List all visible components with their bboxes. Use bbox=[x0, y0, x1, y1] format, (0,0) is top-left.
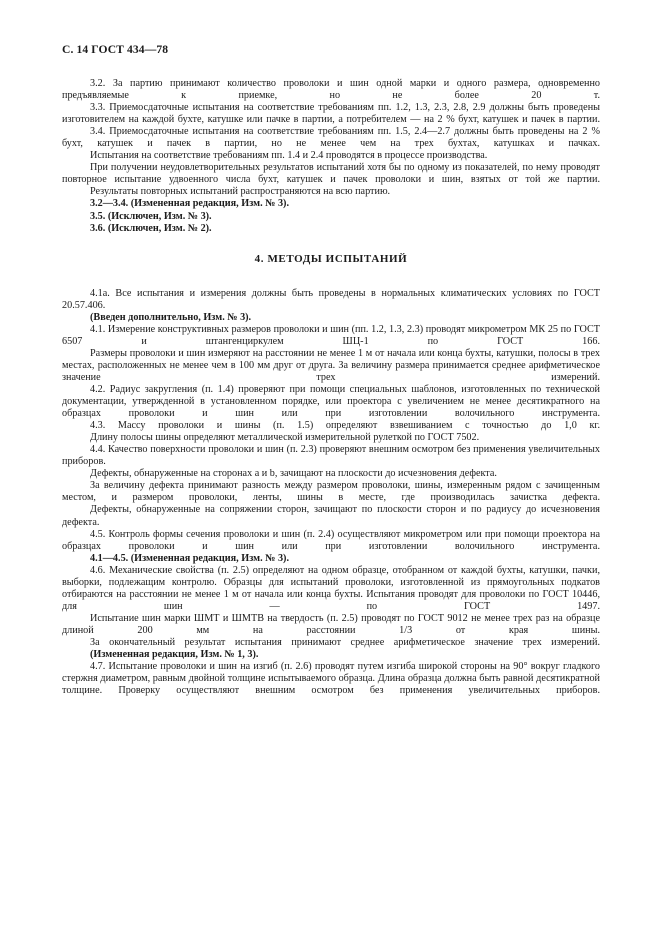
paragraph-4-3-length: Длину полосы шины определяют металлической измерительной рулеткой по ГОСТ 7502. bbox=[90, 432, 480, 444]
amendment-note-3-2-3-4: 3.2—3.4. (Измененная редакция, Изм. № 3). bbox=[90, 198, 289, 210]
paragraph-3-4-note: Испытания на соответствие требованиям пп. 1.4 и 2.4 проводятся в процессе производства. bbox=[90, 150, 488, 162]
amendment-note-4-6: (Измененная редакция, Изм. № 1, 3). bbox=[90, 649, 259, 661]
amendment-note-4-1a: (Введен дополнительно, Изм. № 3). bbox=[90, 311, 252, 323]
amendment-note-4-1-4-5: 4.1—4.5. (Измененная редакция, Изм. № 3). bbox=[90, 552, 289, 564]
paragraph-4-5: 4.5. Контроль формы сечения проволоки и шин (п. 2.4) осуществляют микрометром или при помощи проектора на образцах проволоки и шин или при изготовлении волочильного инструмента. bbox=[62, 528, 600, 552]
paragraph-4-1: 4.1. Измерение конструктивных размеров проволоки и шин (пп. 1.2, 1.3, 2.3) проводят микрометром МК 25 по ГОСТ 6507 и штангенциркулем ШЦ-1 по ГОСТ 166. bbox=[62, 323, 600, 347]
paragraph-3-2: 3.2. За партию принимают количество проволоки и шин одной марки и одного размера, одновременно предъявляемые к приемке, но не более 20 т. bbox=[62, 78, 600, 102]
paragraph-3-3: 3.3. Приемосдаточные испытания на соответствие требованиям пп. 1.2, 1.3, 2.3, 2.8, 2.9 должны быть проведены изготовителем на каждой бухте, катушке или пачке в партии, а потребителем — на 2 % бухт, катушек и пачек в партии. bbox=[62, 102, 600, 126]
paragraph-4-4: 4.4. Качество поверхности проволоки и шин (п. 2.3) проверяют внешним осмотром без применения увеличительных приборов. bbox=[62, 444, 600, 468]
paragraph-4-6: 4.6. Механические свойства (п. 2.5) определяют на одном образце, отобранном от каждой бухты, катушки, пачки, выборки, подлежащим контролю. Образцы для испытаний проволоки, изготовленной из прямоугольных подкатов отбираются на расстоянии не менее 1 м от начала или конца бухты. Испытания проводят для проволоки по ГОСТ 10446, для шин — по ГОСТ 1497. bbox=[62, 564, 600, 612]
paragraph-4-4-defect-size: За величину дефекта принимают разность между размером проволоки, шины, измеренным рядом с зачищенным местом, и размером проволоки, ленты, шины в месте, где производилась зачистка дефекта. bbox=[62, 480, 600, 504]
amendment-note-3-6: 3.6. (Исключен, Изм. № 2). bbox=[90, 222, 212, 234]
section-4-paragraphs bbox=[62, 288, 600, 698]
page-header: С. 14 ГОСТ 434—78 bbox=[62, 43, 169, 56]
paragraph-4-2: 4.2. Радиус закругления (п. 1.4) проверяют при помощи специальных шаблонов, изготовленных по технической документации, утвержденной в установленном порядке, или проектора с увеличением не менее десятикратного на образцах проволоки и шин или при изготовлении волочильного инструмента. bbox=[62, 383, 600, 420]
document-body bbox=[62, 78, 600, 697]
paragraph-4-6-result: За окончательный результат испытания принимают среднее арифметическое значение трех измерений. bbox=[90, 636, 600, 648]
section-title: 4. МЕТОДЫ ИСПЫТАНИЙ bbox=[254, 252, 408, 265]
paragraph-4-3: 4.3. Массу проволоки и шины (п. 1.5) определяют взвешиванием с точностью до 1,0 кг. bbox=[90, 420, 600, 432]
paragraph-4-4-defects-sides: Дефекты, обнаруженные на сторонах a и b, зачищают на плоскости до исчезновения дефекта. bbox=[90, 468, 497, 480]
paragraph-4-7: 4.7. Испытание проволоки и шин на изгиб (п. 2.6) проводят путем изгиба широкой стороны на 90° вокруг гладкого стержня диаметром, равным двойной толщине испытываемого образца. Длина образца должна быть равной десятикратной толщине. Проверку осуществляют внешним осмотром без применения увеличительных приборов. bbox=[62, 661, 600, 697]
paragraph-4-1a: 4.1а. Все испытания и измерения должны быть проведены в нормальных климатических условиях по ГОСТ 20.57.406. bbox=[62, 287, 600, 311]
section-3-paragraphs bbox=[62, 78, 600, 235]
paragraph-3-4: 3.4. Приемосдаточные испытания на соответствие требованиям пп. 1.5, 2.4—2.7 должны быть проведены на 2 % бухт, катушек и пачек в партии, но не менее чем на трех бухтах, катушках и пачках. bbox=[62, 126, 600, 150]
paragraph-4-4-defects-junction: Дефекты, обнаруженные на сопряжении сторон, зачищают по плоскости сторон и по радиусу до исчезновения дефекта. bbox=[62, 504, 600, 528]
paragraph-retest-result: Результаты повторных испытаний распространяются на всю партию. bbox=[90, 186, 391, 198]
paragraph-4-6-hardness: Испытание шин марки ШМТ и ШМТВ на твердость (п. 2.5) проводят по ГОСТ 9012 не менее трех раз на образце длиной 200 мм на расстоянии 1/3 от края шины. bbox=[62, 612, 600, 636]
paragraph-retest: При получении неудовлетворительных результатов испытаний хотя бы по одному из показателей, по нему проводят повторное испытание удвоенного числа бухт, катушек и пачек проволоки и шин, взятых от той же партии. bbox=[62, 162, 600, 186]
amendment-note-3-5: 3.5. (Исключен, Изм. № 3). bbox=[90, 210, 212, 222]
paragraph-4-1-dimensions: Размеры проволоки и шин измеряют на расстоянии не менее 1 м от начала или конца бухты, катушки, полосы в трех местах, расположенных не менее чем в 100 мм друг от друга. За величину размера принимается среднее арифметическое значение трех измерений. bbox=[62, 347, 600, 383]
